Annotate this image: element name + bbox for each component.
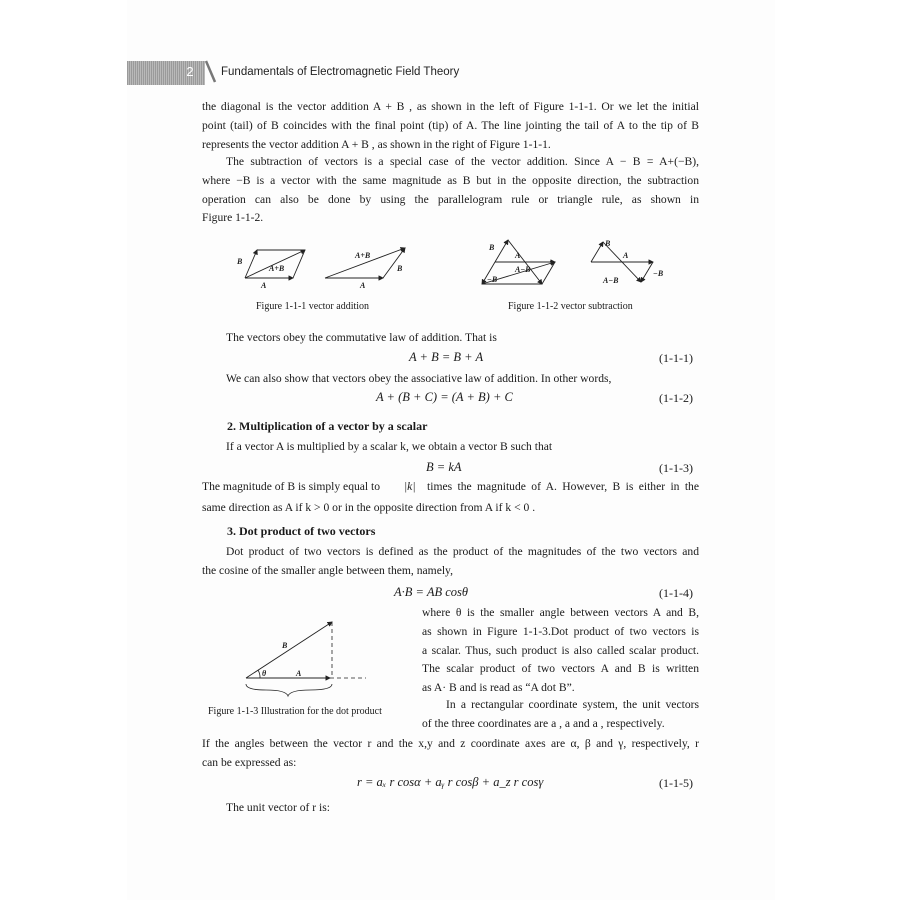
text-line: The scalar product of two vectors A and B is written bbox=[422, 662, 699, 675]
label-minusB: −B bbox=[487, 275, 498, 284]
equation-1-1-2: A + (B + C) = (A + B) + C bbox=[376, 390, 513, 404]
equation-1-1-4: A·B = AB cosθ bbox=[394, 585, 469, 599]
label-A: A bbox=[360, 281, 366, 290]
equation-number: (1-1-2) bbox=[659, 391, 693, 405]
label-AplusB: A+B bbox=[355, 251, 371, 260]
text-line: Dot product of two vectors is defined as the product of the magnitudes of the two vectors and bbox=[226, 545, 699, 558]
equation-number: (1-1-1) bbox=[659, 351, 693, 365]
equation-1-1-1: A + B = B + A bbox=[409, 350, 484, 364]
label-AminusB: A−B bbox=[515, 265, 531, 274]
figure-caption: Figure 1-1-1 vector addition bbox=[256, 301, 370, 312]
section-heading: 3. Dot product of two vectors bbox=[227, 524, 376, 538]
text-line: same direction as A if k > 0 or in the opposite direction from A if k < 0 . bbox=[202, 501, 536, 514]
figure-vector-add-sub bbox=[225, 238, 665, 296]
text-line: as shown in Figure 1-1-3.Dot product of two vectors is bbox=[422, 625, 699, 638]
figure-dot-product bbox=[238, 618, 378, 698]
page-number: 2 bbox=[186, 64, 194, 79]
running-title: Fundamentals of Electromagnetic Field Theory bbox=[221, 66, 460, 78]
text-line: the diagonal is the vector addition A + B , as shown in the left of Figure 1-1-1. Or we let the initial bbox=[202, 100, 699, 113]
text-line: We can also show that vectors obey the associative law of addition. In other words, bbox=[226, 372, 612, 385]
header-slash-icon bbox=[203, 58, 219, 86]
text-line: where θ is the smaller angle between vectors A and B, bbox=[422, 606, 699, 619]
text-line: as A· B and is read as “A dot B”. bbox=[422, 681, 575, 694]
equation-1-1-3: B = kA bbox=[426, 460, 462, 474]
equation-number: (1-1-5) bbox=[659, 776, 693, 790]
label-B: B bbox=[397, 264, 403, 273]
equation-1-1-5: r = aₓ r cosα + aᵧ r cosβ + a_z r cosγ bbox=[357, 775, 544, 789]
label-B: B bbox=[282, 641, 288, 650]
text-line: The subtraction of vectors is a special case of the vector addition. Since A − B = A+(−B), bbox=[226, 155, 699, 168]
text-line: times the magnitude of A. However, B is either in the bbox=[427, 480, 699, 493]
text-line: of the three coordinates are a , a and a , respectively. bbox=[422, 717, 665, 730]
figure-caption: Figure 1-1-3 Illustration for the dot product bbox=[208, 706, 382, 717]
label-B: B bbox=[237, 257, 243, 266]
text-line: If a vector A is multiplied by a scalar k, we obtain a vector B such that bbox=[226, 440, 553, 453]
section-heading: 2. Multiplication of a vector by a scalar bbox=[227, 419, 428, 433]
text-line: represents the vector addition A + B , as shown in the right of Figure 1-1-1. bbox=[202, 138, 551, 151]
text-line: In a rectangular coordinate system, the unit vectors bbox=[446, 698, 699, 711]
text-line: where −B is a vector with the same magnitude as B but in the opposite direction, the subtraction bbox=[202, 174, 699, 187]
text-line: can be expressed as: bbox=[202, 756, 297, 769]
abs-k: |k| bbox=[404, 480, 416, 493]
equation-number: (1-1-3) bbox=[659, 461, 693, 475]
label-AplusB: A+B bbox=[269, 264, 285, 273]
label-B: B bbox=[605, 239, 611, 248]
label-AminusB: A−B bbox=[603, 276, 619, 285]
figure-caption: Figure 1-1-2 vector subtraction bbox=[508, 301, 633, 312]
equation-number: (1-1-4) bbox=[659, 586, 693, 600]
text-line: Figure 1-1-2. bbox=[202, 211, 264, 224]
text-line: a scalar. Thus, such product is also called scalar product. bbox=[422, 644, 699, 657]
label-theta: θ bbox=[262, 669, 267, 678]
text-line: The magnitude of B is simply equal to bbox=[202, 480, 381, 493]
text-line: point (tail) of B coincides with the final point (tip) of A. The line jointing the tail of A to the tip of B bbox=[202, 119, 699, 132]
label-minusB: −B bbox=[653, 269, 664, 278]
text-line: The unit vector of r is: bbox=[226, 801, 330, 814]
label-A: A bbox=[261, 281, 267, 290]
label-A: A bbox=[623, 251, 629, 260]
text-line: the cosine of the smaller angle between them, namely, bbox=[202, 564, 453, 577]
text-line: operation can also be done by using the parallelogram rule or triangle rule, as shown in bbox=[202, 193, 699, 206]
label-A: A bbox=[515, 251, 521, 260]
text-line: The vectors obey the commutative law of addition. That is bbox=[226, 331, 497, 344]
triangle-sub bbox=[591, 242, 653, 282]
text-line: If the angles between the vector r and the x,y and z coordinate axes are α, β and γ, respectively, r bbox=[202, 737, 699, 750]
label-A: A bbox=[296, 669, 302, 678]
label-B: B bbox=[489, 243, 495, 252]
